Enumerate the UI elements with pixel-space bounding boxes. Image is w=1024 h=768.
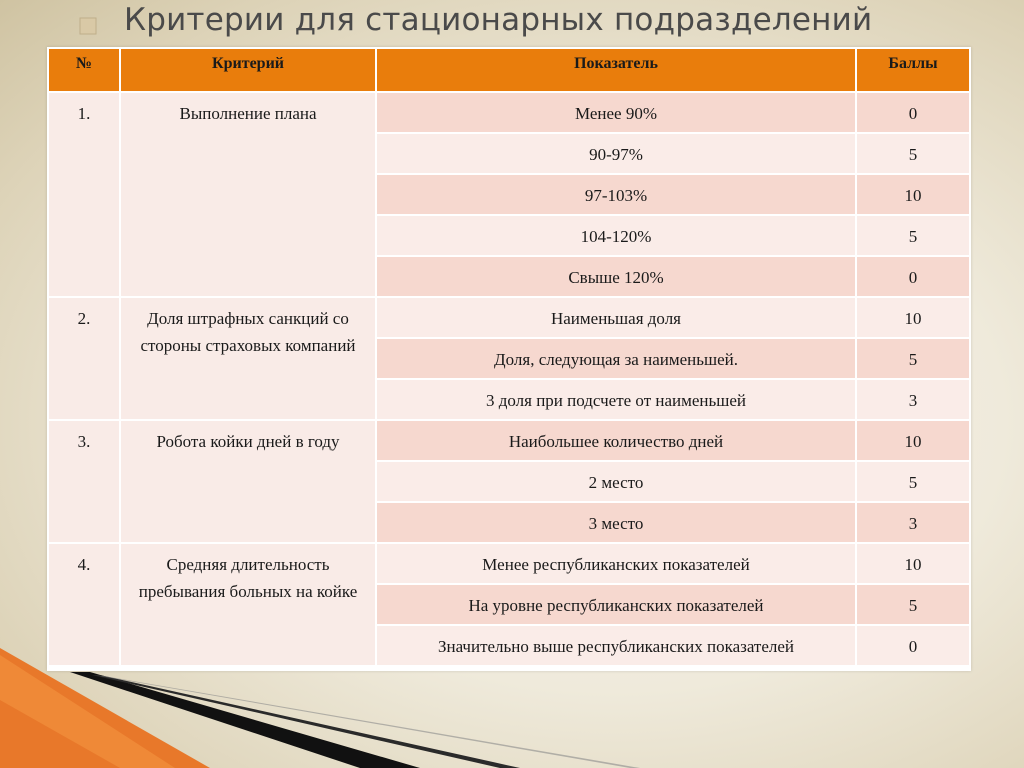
points-cell: 5 (857, 134, 969, 173)
header-number: № (49, 49, 119, 91)
indicator-cell: Наибольшее количество дней (377, 421, 855, 460)
table-body (49, 93, 969, 665)
table-header-row (49, 49, 969, 91)
criterion-cell: Средняя длительность пребывания больных на койке (121, 544, 375, 665)
criterion-cell: Выполнение плана (121, 93, 375, 296)
points-cell: 3 (857, 380, 969, 419)
row-number: 2. (49, 298, 119, 419)
row-number: 1. (49, 93, 119, 296)
points-cell: 3 (857, 503, 969, 542)
points-cell: 5 (857, 462, 969, 501)
row-number: 4. (49, 544, 119, 665)
points-cell: 10 (857, 544, 969, 583)
points-cell: 0 (857, 257, 969, 296)
points-cell: 5 (857, 216, 969, 255)
indicator-cell: Свыше 120% (377, 257, 855, 296)
table-row (49, 544, 969, 583)
points-cell: 10 (857, 175, 969, 214)
criteria-table-container (47, 47, 971, 671)
indicator-cell: 90-97% (377, 134, 855, 173)
indicator-cell: Менее 90% (377, 93, 855, 132)
points-cell: 10 (857, 421, 969, 460)
indicator-cell: Менее республиканских показателей (377, 544, 855, 583)
indicator-cell: 3 место (377, 503, 855, 542)
row-number: 3. (49, 421, 119, 542)
title-bullet (80, 18, 96, 34)
indicator-cell: Наименьшая доля (377, 298, 855, 337)
indicator-cell: 104-120% (377, 216, 855, 255)
points-cell: 0 (857, 626, 969, 665)
criteria-table (47, 47, 971, 667)
criterion-cell: Доля штрафных санкций со стороны страховых компаний (121, 298, 375, 419)
indicator-cell: 3 доля при подсчете от наименьшей (377, 380, 855, 419)
indicator-cell: 2 место (377, 462, 855, 501)
indicator-cell: Доля, следующая за наименьшей. (377, 339, 855, 378)
table-row (49, 421, 969, 460)
table-row (49, 298, 969, 337)
points-cell: 10 (857, 298, 969, 337)
header-points: Баллы (857, 49, 969, 91)
criterion-cell: Робота койки дней в году (121, 421, 375, 542)
indicator-cell: 97-103% (377, 175, 855, 214)
indicator-cell: Значительно выше республиканских показателей (377, 626, 855, 665)
points-cell: 5 (857, 585, 969, 624)
indicator-cell: На уровне республиканских показателей (377, 585, 855, 624)
points-cell: 0 (857, 93, 969, 132)
slide-title: Критерии для стационарных подразделений (124, 2, 873, 38)
header-indicator: Показатель (377, 49, 855, 91)
header-criterion: Критерий (121, 49, 375, 91)
points-cell: 5 (857, 339, 969, 378)
table-row (49, 93, 969, 132)
